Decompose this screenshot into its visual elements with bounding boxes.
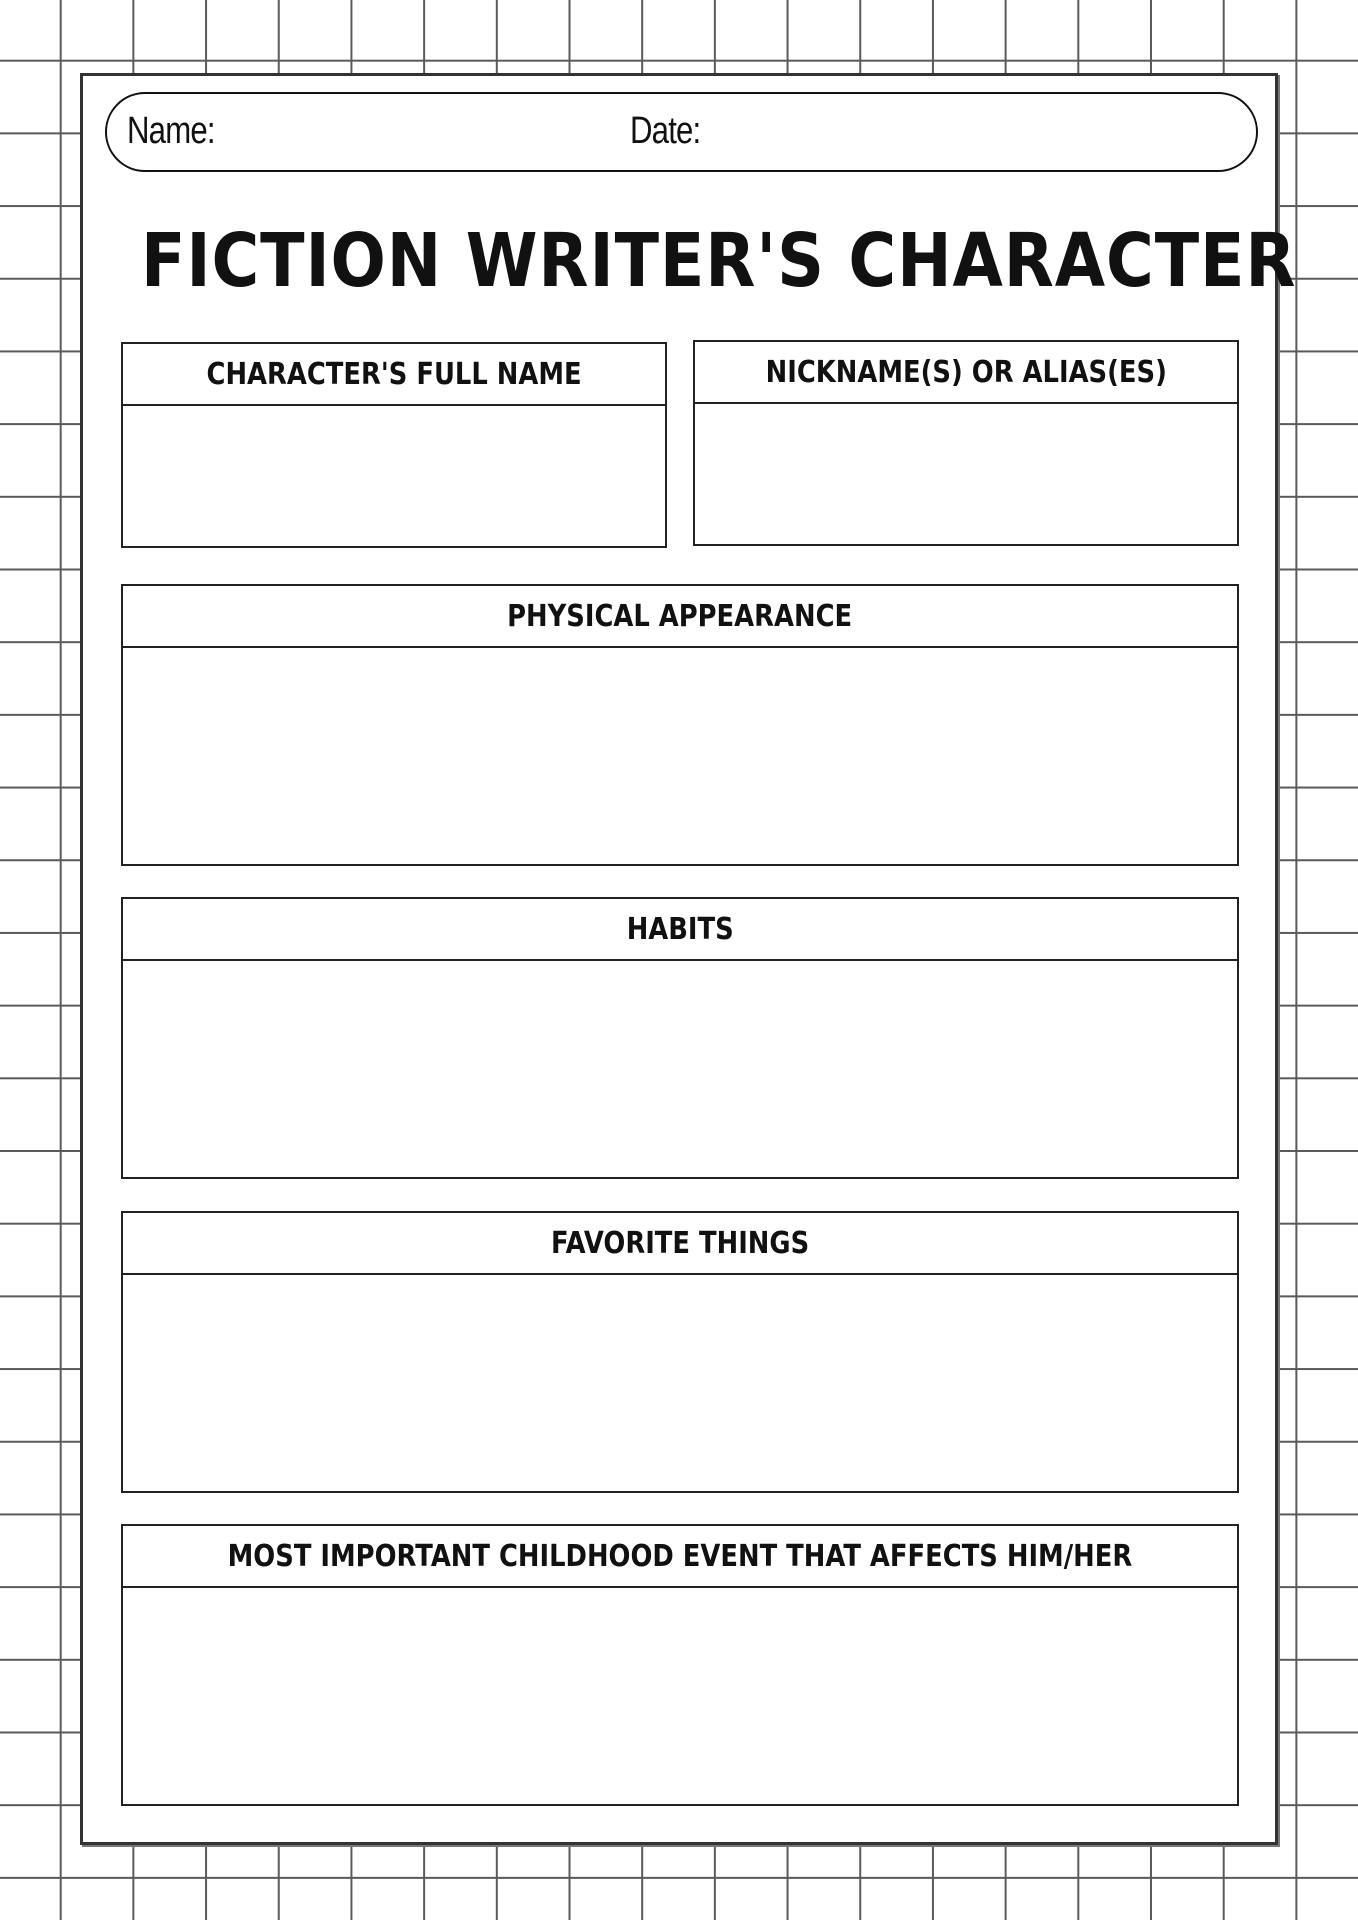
favorite-things-box [121, 1211, 1239, 1493]
favorite-things-heading [123, 1213, 1237, 1275]
childhood-event-heading-text: MOST IMPORTANT CHILDHOOD EVENT THAT AFFECTS HIM/HER [227, 1538, 1133, 1574]
nickname-heading [695, 342, 1237, 404]
habits-heading-text: HABITS [626, 911, 734, 947]
childhood-event-box [121, 1524, 1239, 1806]
favorite-things-heading-text: FAVORITE THINGS [550, 1225, 810, 1261]
date-label: Date: [630, 110, 701, 152]
physical-appearance-box [121, 584, 1239, 866]
habits-heading [123, 899, 1237, 961]
favorite-things-write-area[interactable] [123, 1275, 1237, 1491]
full-name-heading [123, 344, 665, 406]
full-name-write-area[interactable] [123, 406, 665, 546]
nickname-write-area[interactable] [695, 404, 1237, 544]
childhood-event-heading [123, 1526, 1237, 1588]
full-name-heading-text: CHARACTER'S FULL NAME [206, 356, 582, 392]
habits-box [121, 897, 1239, 1179]
nickname-box [693, 340, 1239, 546]
full-name-box [121, 342, 667, 548]
habits-write-area[interactable] [123, 961, 1237, 1177]
physical-appearance-heading [123, 586, 1237, 648]
childhood-event-write-area[interactable] [123, 1588, 1237, 1804]
physical-appearance-write-area[interactable] [123, 648, 1237, 864]
name-label: Name: [127, 110, 215, 152]
physical-appearance-heading-text: PHYSICAL APPEARANCE [507, 598, 853, 634]
name-date-bar [105, 92, 1258, 172]
page-title: FICTION WRITER'S CHARACTER [141, 218, 1297, 304]
worksheet-sheet [80, 73, 1297, 1845]
nickname-heading-text: NICKNAME(S) OR ALIAS(ES) [765, 354, 1167, 390]
